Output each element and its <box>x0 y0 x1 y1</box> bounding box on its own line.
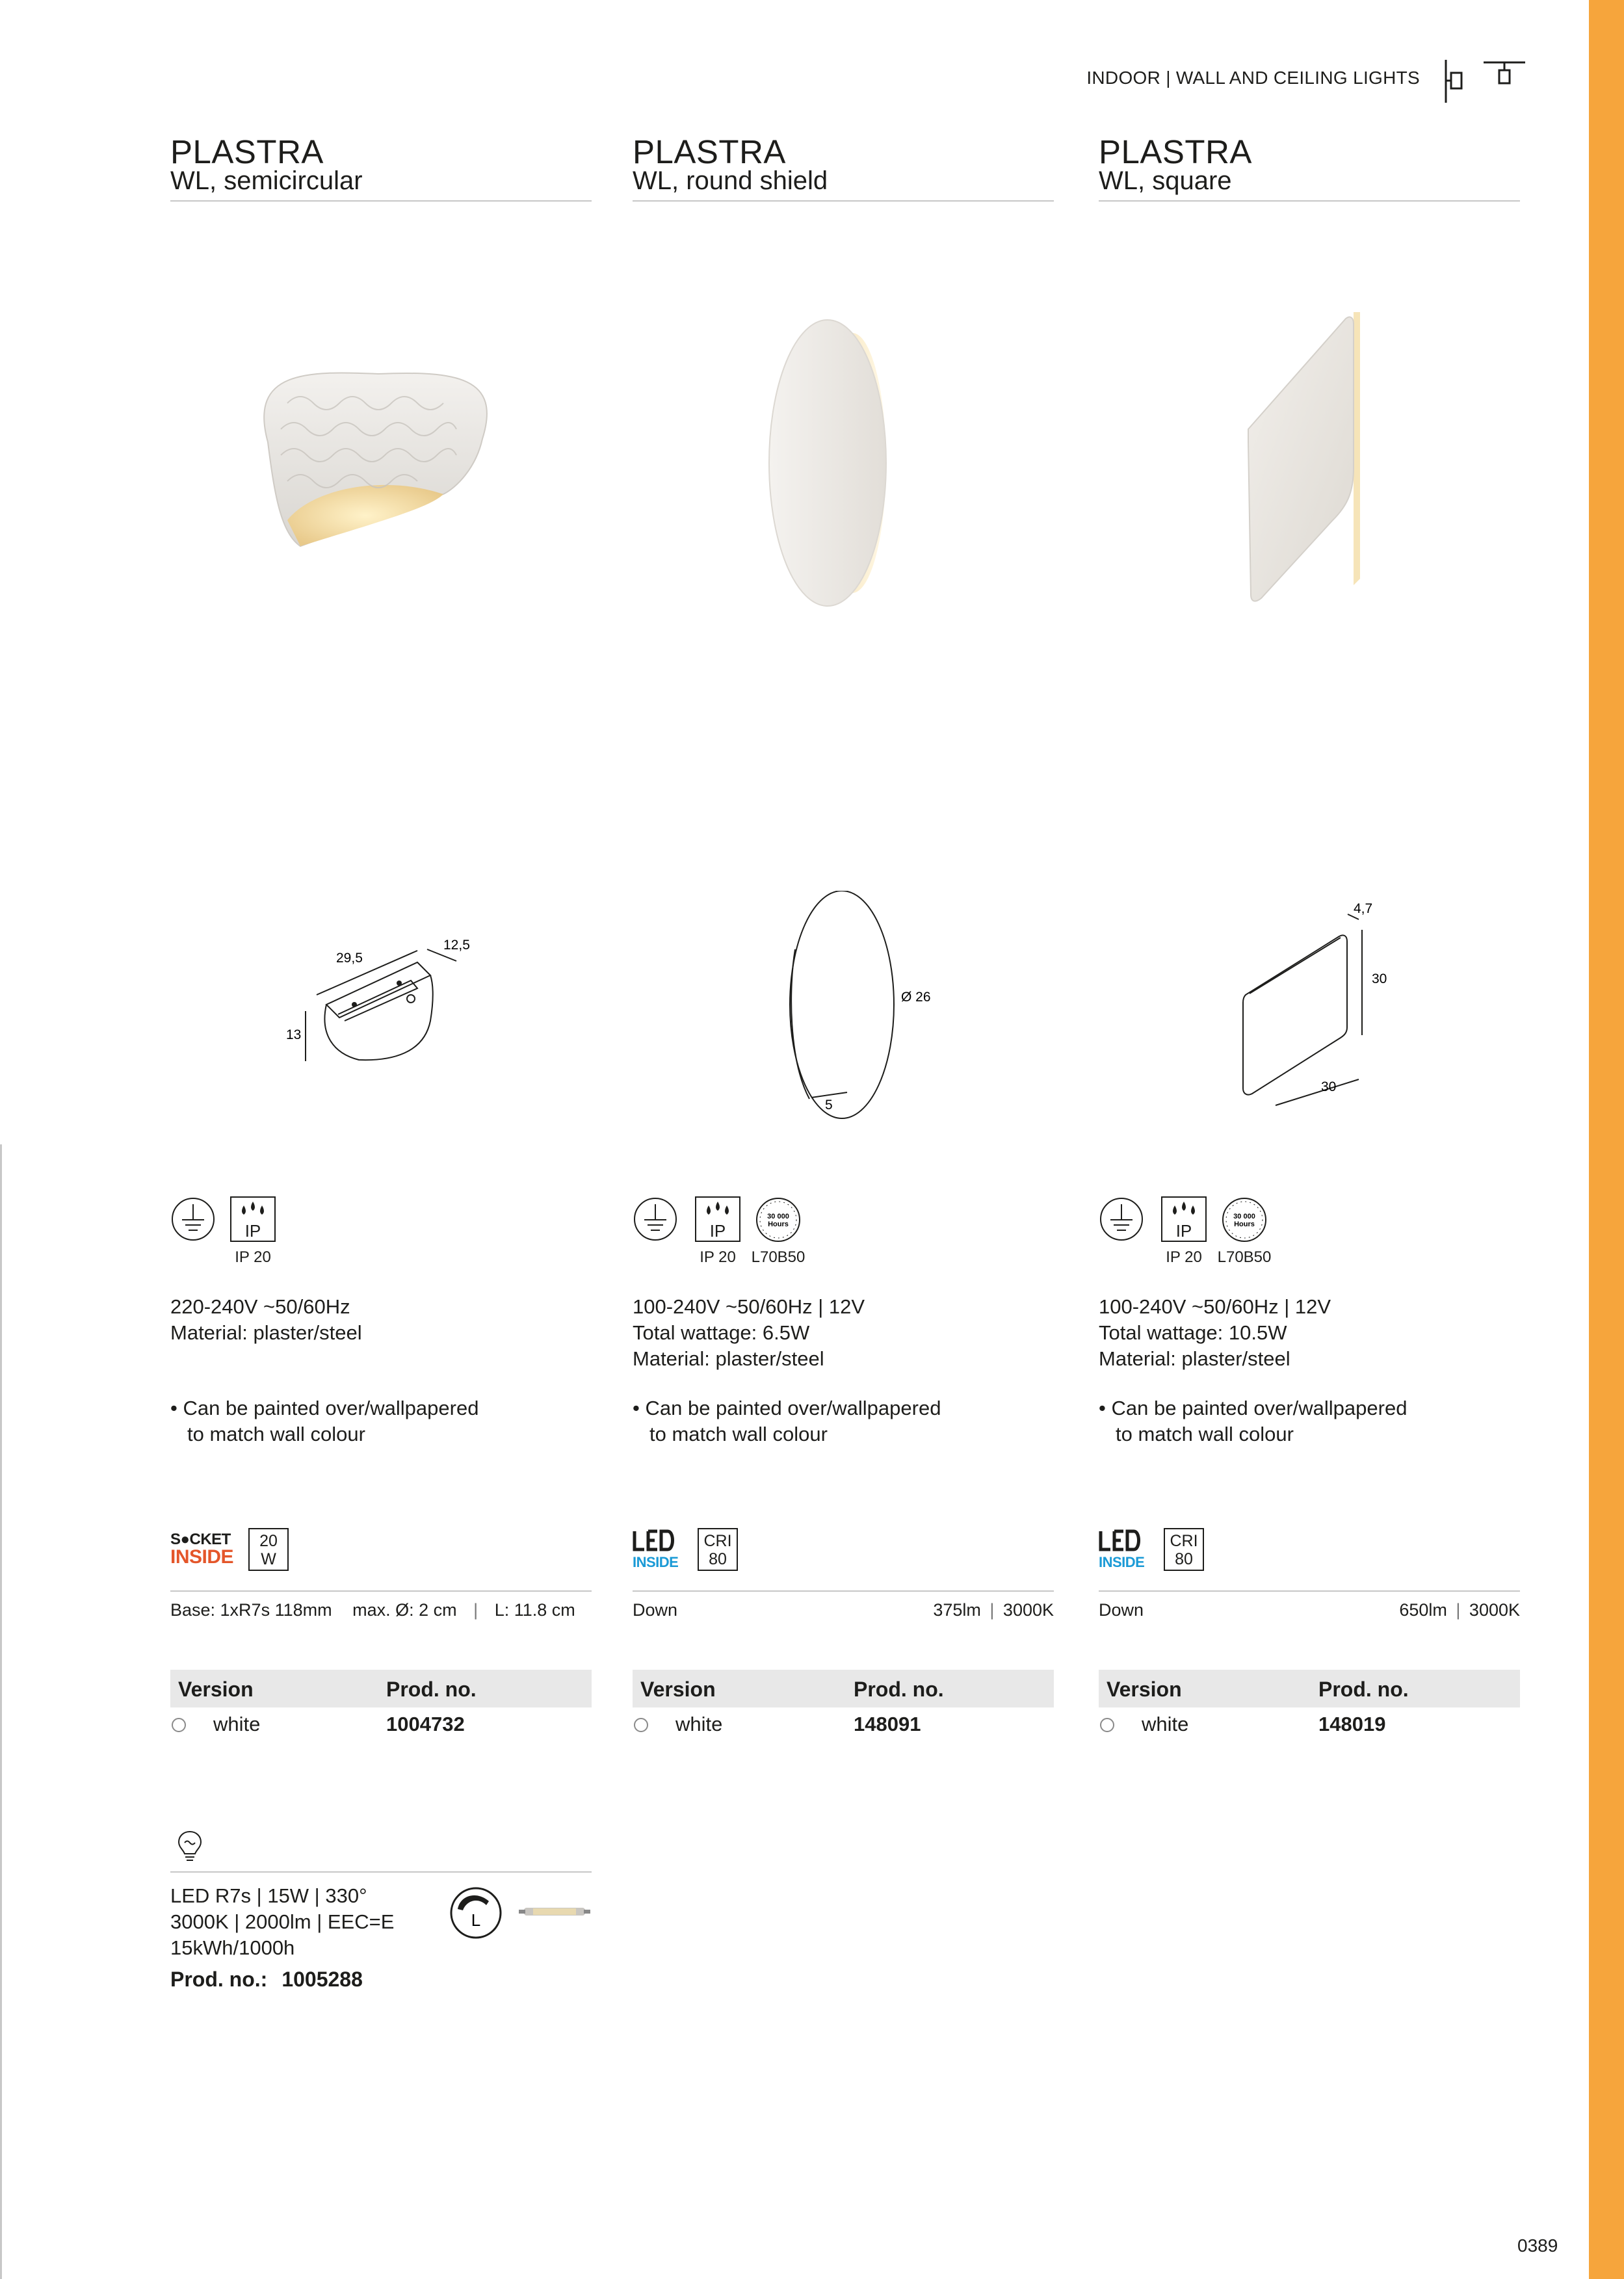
dimension-height-label: 30 <box>1372 971 1387 986</box>
color-swatch-radio[interactable] <box>172 1718 186 1732</box>
dimension-width-label: 29,5 <box>336 951 363 966</box>
version-value: white <box>213 1713 261 1735</box>
badge-row <box>633 1528 1054 1575</box>
spec-line: Total wattage: 6.5W <box>633 1321 810 1344</box>
table-row <box>633 1707 1054 1737</box>
version-value: white <box>675 1713 723 1735</box>
product-subtitle: WL, square <box>1099 166 1232 195</box>
bullet-line: • Can be painted over/wallpapered <box>633 1397 941 1419</box>
lamp-spec-line: LED R7s | 15W | 330° <box>170 1884 367 1907</box>
dimension-depth-label: 4,7 <box>1354 901 1373 916</box>
prod-no-column-header: Prod. no. <box>386 1678 477 1701</box>
dimension-depth-label: 5 <box>825 1098 833 1113</box>
page-number: 0389 <box>1517 2235 1558 2256</box>
lumen-row <box>633 1597 1054 1623</box>
product-column-round-shield <box>633 0 1054 2279</box>
prod-no-value: 148019 <box>1318 1713 1386 1735</box>
svg-text:IP: IP <box>244 1221 261 1241</box>
svg-text:Hours: Hours <box>768 1220 789 1228</box>
product-subtitle: WL, semicircular <box>170 166 363 195</box>
prod-no-column-header: Prod. no. <box>1318 1678 1409 1701</box>
lamp-length: L: 11.8 cm <box>494 1600 575 1620</box>
dimension-drawing-semicircular <box>170 891 592 1138</box>
dimension-width-label: 30 <box>1321 1079 1337 1094</box>
ip-rating-icon <box>230 1196 276 1242</box>
spec-line: 100-240V ~50/60Hz | 12V <box>633 1295 865 1318</box>
badge-row <box>1099 1528 1520 1575</box>
spec-line: Material: plaster/steel <box>633 1347 824 1370</box>
svg-text:IP: IP <box>709 1221 726 1241</box>
spec-line: 220-240V ~50/60Hz <box>170 1295 350 1318</box>
bullet-line: • Can be painted over/wallpapered <box>1099 1397 1408 1419</box>
accent-bar <box>1589 0 1624 2279</box>
electrical-specs <box>1099 1294 1331 1372</box>
svg-text:30 000: 30 000 <box>767 1213 789 1220</box>
certification-icons <box>170 1196 592 1274</box>
badge-divider <box>1099 1590 1520 1592</box>
product-photo-square <box>1099 273 1520 637</box>
dimension-depth-label: 12,5 <box>443 938 470 953</box>
feature-bullet <box>633 1395 941 1447</box>
lamp-prod-label: Prod. no.: <box>170 1968 268 1991</box>
dimension-drawing-square <box>1099 891 1520 1138</box>
product-title: PLASTRA <box>1099 133 1252 170</box>
bullet-line: to match wall colour <box>187 1423 365 1445</box>
ip-rating-caption: IP 20 <box>235 1248 271 1266</box>
protection-class-icon <box>170 1196 216 1242</box>
prod-no-column-header: Prod. no. <box>854 1678 944 1701</box>
certification-icons <box>1099 1196 1520 1274</box>
svg-text:L: L <box>471 1910 481 1930</box>
table-row <box>170 1707 592 1737</box>
version-table <box>633 1670 1054 1737</box>
product-subtitle: WL, round shield <box>633 166 828 195</box>
page-edge-line <box>0 1144 2 2279</box>
electrical-specs <box>170 1294 362 1346</box>
feature-bullet <box>170 1395 478 1447</box>
base-info-row: Base: 1xR7s 118mm max. Ø: 2 cm | L: 11.8 cm <box>170 1600 575 1620</box>
base-info: Base: 1xR7s 118mm <box>170 1600 332 1620</box>
color-swatch-radio[interactable] <box>634 1718 648 1732</box>
light-direction: Down <box>1099 1600 1144 1620</box>
ip-rating-caption: IP 20 <box>1166 1248 1202 1266</box>
lifetime-30000-hours-icon <box>755 1196 802 1243</box>
title-divider <box>633 200 1054 202</box>
dimension-height-label: 13 <box>286 1027 302 1042</box>
badge-divider <box>633 1590 1054 1592</box>
spec-line: 100-240V ~50/60Hz | 12V <box>1099 1295 1331 1318</box>
svg-text:IP: IP <box>1175 1221 1192 1241</box>
lamp-spec-line: 15kWh/1000h <box>170 1936 295 1959</box>
ip-rating-icon <box>695 1196 740 1242</box>
bullet-line: • Can be painted over/wallpapered <box>170 1397 479 1419</box>
protection-class-icon <box>1099 1196 1144 1242</box>
lamp-divider <box>170 1871 592 1873</box>
lumen-output: 650lm | 3000K <box>1399 1600 1520 1620</box>
dimension-diameter-label: Ø 26 <box>901 990 931 1005</box>
version-column-header: Version <box>640 1678 716 1701</box>
prod-no-value: 148091 <box>854 1713 921 1735</box>
product-photo-semicircular <box>170 273 592 637</box>
lamp-spec-line: 3000K | 2000lm | EEC=E <box>170 1910 395 1933</box>
electrical-specs <box>633 1294 865 1372</box>
leading-edge-dimmable-icon <box>449 1886 503 1940</box>
badge-divider <box>170 1590 592 1592</box>
max-diameter: max. Ø: 2 cm <box>352 1600 457 1620</box>
spec-line: Material: plaster/steel <box>1099 1347 1290 1370</box>
product-title: PLASTRA <box>633 133 786 170</box>
r7s-lamp-icon <box>519 1897 590 1926</box>
version-column-header: Version <box>1107 1678 1182 1701</box>
certification-icons <box>633 1196 1054 1274</box>
lamp-prod-value: 1005288 <box>282 1968 363 1991</box>
title-divider <box>1099 200 1520 202</box>
svg-text:30 000: 30 000 <box>1233 1213 1255 1220</box>
badge-row <box>170 1528 592 1575</box>
table-header <box>633 1670 1054 1707</box>
title-divider <box>170 200 592 202</box>
table-row <box>1099 1707 1520 1737</box>
ip-rating-icon <box>1161 1196 1207 1242</box>
lumen-row <box>1099 1597 1520 1623</box>
version-value: white <box>1142 1713 1189 1735</box>
lifetime-30000-hours-icon <box>1221 1196 1268 1243</box>
version-column-header: Version <box>178 1678 254 1701</box>
version-table <box>170 1670 592 1737</box>
cri-badge: CRI 80 <box>1164 1528 1204 1571</box>
feature-bullet <box>1099 1395 1407 1447</box>
cri-badge: CRI 80 <box>698 1528 738 1571</box>
lifetime-caption: L70B50 <box>1217 1248 1272 1266</box>
spec-line: Total wattage: 10.5W <box>1099 1321 1287 1344</box>
light-direction: Down <box>633 1600 678 1620</box>
product-title: PLASTRA <box>170 133 324 170</box>
protection-class-icon <box>633 1196 678 1242</box>
color-swatch-radio[interactable] <box>1100 1718 1114 1732</box>
lifetime-caption: L70B50 <box>751 1248 805 1266</box>
lumen-output: 375lm | 3000K <box>933 1600 1054 1620</box>
spec-line: Material: plaster/steel <box>170 1321 362 1344</box>
led-logo-icon <box>1099 1529 1142 1551</box>
lamp-specs <box>170 1883 394 1961</box>
table-header <box>170 1670 592 1707</box>
led-logo-icon <box>633 1529 675 1551</box>
bullet-line: to match wall colour <box>649 1423 828 1445</box>
ip-rating-caption: IP 20 <box>700 1248 736 1266</box>
wattage-badge: 20 W <box>248 1528 289 1571</box>
prod-no-value: 1004732 <box>386 1713 465 1735</box>
product-photo-round-shield <box>633 273 1054 637</box>
socket-inside-logo: S●CKET INSIDE <box>170 1531 234 1568</box>
table-header <box>1099 1670 1520 1707</box>
category-header: INDOOR | WALL AND CEILING LIGHTS <box>1086 68 1420 88</box>
bullet-line: to match wall colour <box>1116 1423 1294 1445</box>
led-inside-logo: INSIDE <box>1099 1529 1151 1570</box>
version-table <box>1099 1670 1520 1737</box>
led-inside-logo: INSIDE <box>633 1529 685 1570</box>
svg-text:Hours: Hours <box>1234 1220 1255 1228</box>
product-column-square <box>1099 0 1520 2279</box>
light-bulb-icon <box>176 1830 204 1864</box>
lamp-prod-no <box>170 1968 363 1992</box>
dimension-drawing-round-shield <box>633 891 1054 1138</box>
